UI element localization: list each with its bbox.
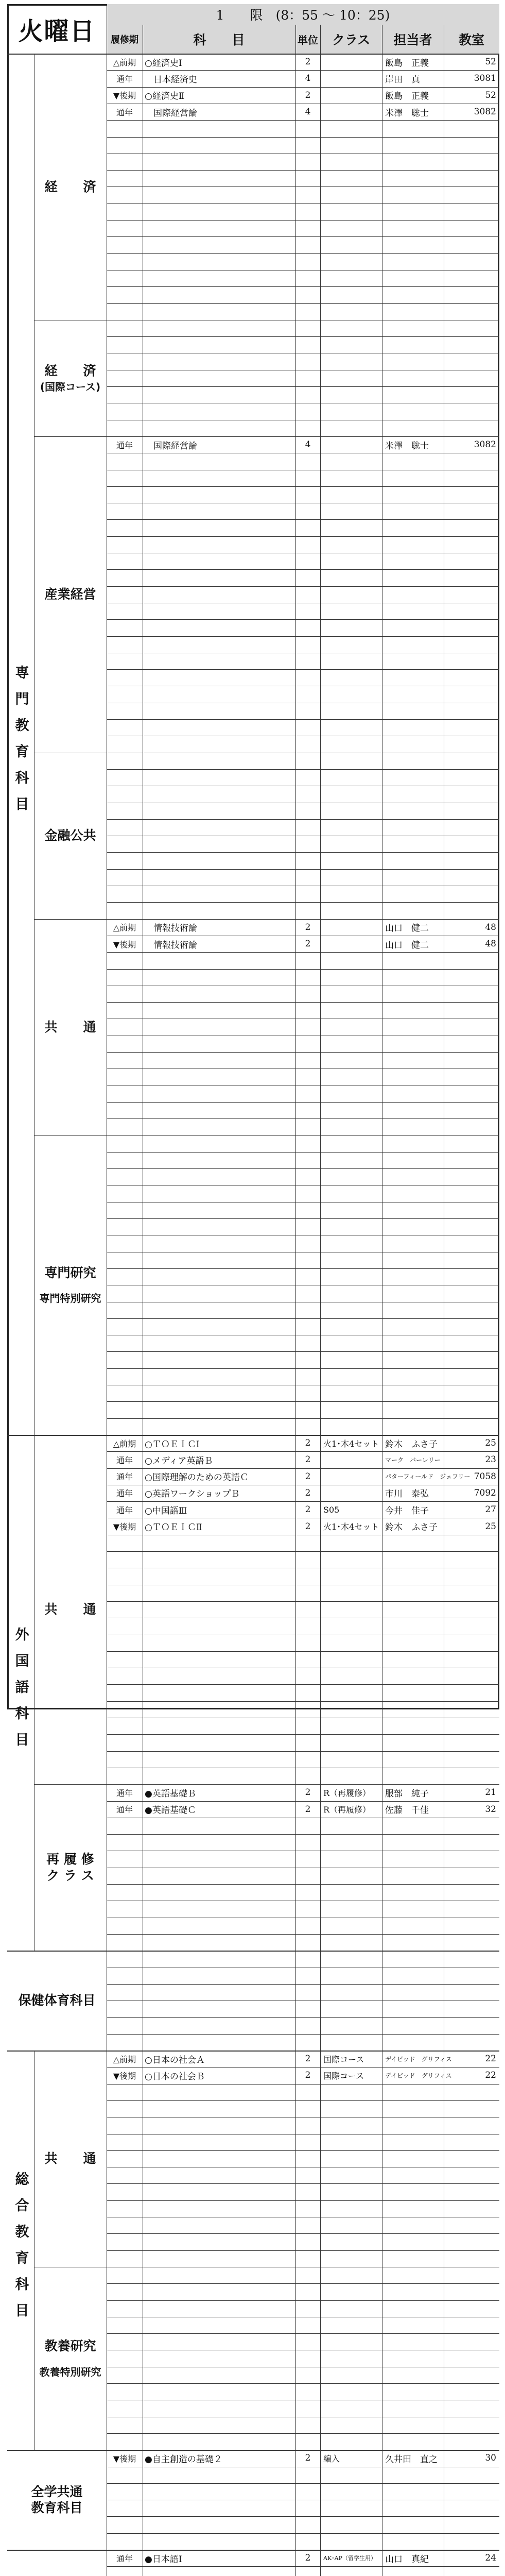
cell-room: 3082 bbox=[474, 107, 496, 117]
cell-unit: 2 bbox=[305, 57, 311, 67]
cell-class: 火1･木4セット bbox=[323, 1522, 379, 1532]
cell-term: △前期 bbox=[113, 2054, 136, 2064]
cell-subject: ●英語基礎Ｂ bbox=[145, 1788, 196, 1799]
cell-term: 通年 bbox=[116, 1788, 133, 1798]
row-divider bbox=[107, 1934, 499, 1935]
col-header-subject: 科 目 bbox=[143, 25, 295, 54]
row-divider bbox=[107, 2433, 499, 2434]
cell-class bbox=[320, 1468, 382, 1485]
row-divider bbox=[107, 1318, 499, 1319]
section-label-text: 専門研究 bbox=[44, 1265, 96, 1281]
row-divider bbox=[107, 286, 499, 287]
row-divider bbox=[107, 1351, 499, 1352]
row-divider bbox=[107, 2017, 499, 2018]
row-divider bbox=[107, 2300, 499, 2301]
row-divider bbox=[107, 236, 499, 237]
cell-class bbox=[320, 104, 382, 120]
cell-subject: 情報技術論 bbox=[145, 940, 197, 951]
cell-instructor: 岸田 真 bbox=[385, 74, 420, 85]
row-divider bbox=[107, 1551, 499, 1552]
section-label-text: 共 通 bbox=[44, 2151, 96, 2166]
row-divider bbox=[107, 2100, 499, 2101]
cell-instructor: マーク バーレリー bbox=[385, 1456, 441, 1464]
cell-class: S05 bbox=[323, 1504, 340, 1515]
cell-class bbox=[320, 1485, 382, 1501]
cell-term: ▼後期 bbox=[113, 2453, 136, 2464]
cell-room: 22 bbox=[485, 2070, 496, 2081]
section-label bbox=[34, 2050, 107, 2267]
cell-subject: 情報技術論 bbox=[145, 923, 197, 934]
col-divider bbox=[320, 1435, 321, 1951]
row-divider bbox=[107, 669, 499, 670]
cell-class: 火1･木4セット bbox=[323, 1438, 379, 1449]
cell-term: 通年 bbox=[116, 1805, 133, 1815]
col-header-unit: 単位 bbox=[295, 25, 320, 54]
row-divider bbox=[107, 902, 499, 903]
cell-class: 国際コース bbox=[323, 2054, 364, 2064]
row-divider bbox=[107, 2233, 499, 2234]
section-label bbox=[34, 54, 107, 320]
col-divider bbox=[295, 54, 296, 1435]
cell-term: ▼後期 bbox=[113, 1522, 136, 1532]
section-label-text: 産業経営 bbox=[44, 587, 96, 602]
section-label-text: 経 済 bbox=[44, 179, 96, 194]
section-label bbox=[34, 436, 107, 753]
cell-subject: 国際経営論 bbox=[145, 440, 197, 451]
cell-subject: ○国際理解のための英語Ｃ bbox=[145, 1472, 249, 1483]
section-label-text: 金融公共 bbox=[44, 828, 96, 843]
cell-unit: 2 bbox=[305, 939, 311, 950]
cell-unit: 2 bbox=[305, 1454, 311, 1465]
cell-instructor: 鈴木 ふさ子 bbox=[385, 1439, 438, 1450]
row-divider bbox=[107, 519, 499, 520]
row-divider bbox=[107, 869, 499, 870]
section-sublabel: (国際コース) bbox=[40, 380, 101, 393]
timetable-sheet bbox=[7, 4, 499, 2565]
row-divider bbox=[107, 120, 499, 121]
cell-term: ▼後期 bbox=[113, 91, 136, 101]
section-label-text: 教養研究 bbox=[44, 2338, 96, 2354]
col-divider bbox=[295, 2550, 296, 2576]
cell-instructor: 飯島 正義 bbox=[385, 91, 429, 102]
cell-room: 32 bbox=[485, 1804, 496, 1815]
cell-subject: ○経済史Ⅱ bbox=[145, 91, 185, 102]
row-divider bbox=[107, 220, 499, 221]
row-divider bbox=[107, 2283, 499, 2284]
cell-class: R（再履修） bbox=[323, 1805, 371, 1815]
cell-subject: ●英語基礎Ｃ bbox=[145, 1805, 196, 1816]
cell-unit: 2 bbox=[305, 90, 311, 100]
row-divider bbox=[107, 386, 499, 387]
cell-room: 48 bbox=[485, 922, 496, 933]
group-label bbox=[7, 2550, 107, 2576]
cell-unit: 2 bbox=[305, 1504, 311, 1515]
section-sublabel: 教養特別研究 bbox=[39, 2365, 101, 2378]
col-divider bbox=[320, 2050, 321, 2450]
col-divider bbox=[320, 2450, 321, 2550]
cell-term: △前期 bbox=[113, 57, 136, 67]
cell-subject: ●日本語Ⅰ bbox=[145, 2554, 182, 2565]
cell-unit: 2 bbox=[305, 2070, 311, 2081]
cell-term: △前期 bbox=[113, 1438, 136, 1449]
row-divider bbox=[107, 852, 499, 853]
row-divider bbox=[107, 1751, 499, 1752]
cell-room: 24 bbox=[485, 2553, 496, 2564]
cell-subject: ○日本の社会Ａ bbox=[145, 2055, 205, 2065]
row-divider bbox=[107, 1401, 499, 1402]
day-title: 火曜日 bbox=[18, 16, 96, 46]
cell-unit: 2 bbox=[305, 1521, 311, 1532]
cell-class bbox=[320, 70, 382, 87]
group-label: 専門教育科目 bbox=[12, 665, 29, 823]
cell-unit: 2 bbox=[305, 922, 311, 933]
row-divider bbox=[107, 619, 499, 620]
cell-room: 52 bbox=[485, 90, 496, 100]
cell-class bbox=[320, 936, 382, 952]
row-divider bbox=[107, 1102, 499, 1103]
cell-instructor: 山口 健二 bbox=[385, 923, 429, 934]
section-label bbox=[34, 1136, 107, 1435]
cell-instructor: 米澤 聡士 bbox=[385, 108, 429, 118]
cell-room: 21 bbox=[485, 1787, 496, 1798]
cell-class bbox=[320, 1451, 382, 1468]
section-label bbox=[34, 1784, 107, 1951]
section-label bbox=[34, 320, 107, 436]
cell-unit: 2 bbox=[305, 2553, 311, 2564]
row-divider bbox=[107, 636, 499, 637]
cell-unit: 2 bbox=[305, 1787, 311, 1798]
row-divider bbox=[107, 569, 499, 570]
row-divider bbox=[107, 969, 499, 970]
row-divider bbox=[107, 1834, 499, 1835]
cell-class bbox=[320, 87, 382, 104]
row-divider bbox=[107, 2200, 499, 2201]
cell-term: △前期 bbox=[113, 923, 136, 933]
row-divider bbox=[107, 2250, 499, 2251]
cell-room: 3081 bbox=[474, 73, 496, 84]
cell-room: 3082 bbox=[474, 439, 496, 450]
cell-room: 27 bbox=[485, 1504, 496, 1515]
col-header-room: 教室 bbox=[444, 25, 499, 54]
cell-room: 25 bbox=[485, 1438, 496, 1449]
row-divider bbox=[107, 170, 499, 171]
section-label bbox=[34, 2267, 107, 2450]
cell-unit: 2 bbox=[305, 1804, 311, 1815]
cell-room: 48 bbox=[485, 939, 496, 950]
row-divider bbox=[107, 769, 499, 770]
cell-subject: ○メディア英語Ｂ bbox=[145, 1455, 213, 1466]
cell-term: 通年 bbox=[116, 74, 133, 84]
cell-room: 22 bbox=[485, 2054, 496, 2064]
cell-term: 通年 bbox=[116, 440, 133, 450]
row-divider bbox=[107, 253, 499, 254]
cell-instructor: 米澤 聡士 bbox=[385, 440, 429, 451]
group-label: 全学共通 教育科目 bbox=[31, 2484, 83, 2516]
cell-instructor: 山口 健二 bbox=[385, 940, 429, 951]
cell-term: 通年 bbox=[116, 2553, 133, 2564]
row-divider bbox=[107, 2533, 499, 2534]
row-divider bbox=[107, 1418, 499, 1419]
cell-subject: ○日本の社会Ｂ bbox=[145, 2071, 205, 2082]
cell-term: ▼後期 bbox=[113, 939, 136, 950]
row-divider bbox=[107, 1218, 499, 1219]
cell-subject: ○経済史Ⅰ bbox=[145, 58, 182, 69]
row-divider bbox=[107, 2183, 499, 2184]
cell-subject: ○英語ワークショップＢ bbox=[145, 1489, 240, 1500]
col-divider bbox=[295, 1435, 296, 1951]
row-divider bbox=[107, 1052, 499, 1053]
section-label-text: 再 履 修 ク ラ ス bbox=[46, 1852, 94, 1883]
row-divider bbox=[107, 2034, 499, 2035]
cell-class: R（再履修） bbox=[323, 1788, 371, 1798]
cell-unit: 2 bbox=[305, 2054, 311, 2064]
row-divider bbox=[107, 819, 499, 820]
row-divider bbox=[107, 1651, 499, 1652]
cell-instructor: 佐藤 千佳 bbox=[385, 1805, 429, 1816]
cell-class: 国際コース bbox=[323, 2071, 364, 2081]
cell-unit: 2 bbox=[305, 1471, 311, 1482]
row-divider bbox=[107, 1168, 499, 1169]
cell-instructor: 飯島 正義 bbox=[385, 58, 429, 69]
cell-room: 7058 bbox=[474, 1471, 496, 1482]
cell-class bbox=[320, 54, 382, 70]
row-divider bbox=[107, 1701, 499, 1702]
cell-instructor: 今井 佳子 bbox=[385, 1505, 429, 1516]
section-sublabel: 専門特別研究 bbox=[39, 1292, 101, 1305]
row-divider bbox=[107, 1002, 499, 1003]
row-divider bbox=[107, 1734, 499, 1735]
col-header-term: 履修期 bbox=[107, 25, 143, 54]
row-divider bbox=[107, 1268, 499, 1269]
row-divider bbox=[107, 2333, 499, 2334]
cell-unit: 2 bbox=[305, 2453, 311, 2464]
cell-room: 30 bbox=[485, 2453, 496, 2464]
cell-unit: 4 bbox=[305, 439, 311, 450]
group-label: 外国語科目 bbox=[12, 1627, 29, 1759]
cell-instructor: 鈴木 ふさ子 bbox=[385, 1522, 438, 1533]
section-label-text: 経 済 bbox=[44, 363, 96, 378]
row-divider bbox=[107, 2566, 499, 2567]
cell-term: 通年 bbox=[116, 1472, 133, 1482]
cell-unit: 4 bbox=[305, 73, 311, 84]
cell-room: 25 bbox=[485, 1521, 496, 1532]
row-divider bbox=[107, 1684, 499, 1685]
row-divider bbox=[107, 2383, 499, 2384]
col-header-instructor: 担当者 bbox=[382, 25, 444, 54]
cell-term: 通年 bbox=[116, 1488, 133, 1499]
section-label bbox=[34, 919, 107, 1136]
cell-class bbox=[320, 436, 382, 453]
row-divider bbox=[107, 336, 499, 337]
col-divider bbox=[320, 25, 321, 54]
row-divider bbox=[107, 1884, 499, 1885]
col-divider bbox=[295, 2450, 296, 2550]
section-label bbox=[34, 753, 107, 919]
row-divider bbox=[107, 486, 499, 487]
cell-subject: ○中国語Ⅲ bbox=[145, 1505, 187, 1516]
cell-subject: ○ＴＯＥＩＣⅡ bbox=[145, 1522, 202, 1533]
col-divider bbox=[320, 1951, 321, 2050]
cell-instructor: デイビッド グリフィス bbox=[385, 2072, 452, 2079]
cell-room: 7092 bbox=[474, 1487, 496, 1498]
row-divider bbox=[107, 1368, 499, 1369]
col-divider bbox=[320, 2550, 321, 2576]
cell-instructor: パターフィールド ジェフリー bbox=[385, 1473, 471, 1481]
cell-instructor: デイビッド グリフィス bbox=[385, 2055, 452, 2063]
row-divider bbox=[107, 303, 499, 304]
row-divider bbox=[107, 2516, 499, 2517]
cell-class bbox=[320, 919, 382, 936]
group-label: 総合教育科目 bbox=[12, 2171, 29, 2329]
row-divider bbox=[107, 1118, 499, 1119]
section-label bbox=[34, 1435, 107, 1784]
cell-subject: ○ＴＯＥＩＣⅠ bbox=[145, 1439, 200, 1450]
row-divider bbox=[107, 952, 499, 953]
row-divider bbox=[107, 586, 499, 587]
cell-instructor: 市川 泰弘 bbox=[385, 1489, 429, 1500]
section-label-text: 共 通 bbox=[44, 1019, 96, 1035]
col-divider bbox=[295, 25, 296, 54]
section-label-text: 共 通 bbox=[44, 1602, 96, 1617]
cell-instructor: 久井田 直之 bbox=[385, 2454, 438, 2465]
row-divider bbox=[107, 2150, 499, 2151]
row-divider bbox=[107, 536, 499, 537]
cell-class: 編入 bbox=[323, 2453, 340, 2464]
period-header: 1 限 (8：55 ～ 10：25) bbox=[107, 4, 499, 25]
cell-unit: 2 bbox=[305, 1487, 311, 1498]
cell-subject: 日本経済史 bbox=[145, 74, 197, 85]
row-divider bbox=[107, 719, 499, 720]
row-divider bbox=[107, 1152, 499, 1153]
cell-instructor: 服部 純子 bbox=[385, 1788, 429, 1799]
cell-unit: 2 bbox=[305, 1438, 311, 1449]
row-divider bbox=[107, 1984, 499, 1985]
col-divider bbox=[320, 54, 321, 1435]
cell-term: 通年 bbox=[116, 107, 133, 117]
cell-term: 通年 bbox=[116, 1505, 133, 1515]
cell-room: 52 bbox=[485, 57, 496, 67]
cell-subject: 国際経営論 bbox=[145, 108, 197, 118]
col-header-class: クラス bbox=[320, 25, 382, 54]
cell-subject: ●自主創造の基礎２ bbox=[145, 2454, 222, 2465]
group-label: 保健体育科目 bbox=[18, 1993, 96, 2008]
col-divider bbox=[295, 2050, 296, 2450]
row-divider bbox=[107, 2483, 499, 2484]
cell-room: 23 bbox=[485, 1454, 496, 1465]
row-divider bbox=[107, 137, 499, 138]
row-divider bbox=[107, 1601, 499, 1602]
cell-term: ▼後期 bbox=[113, 2071, 136, 2081]
cell-term: 通年 bbox=[116, 1455, 133, 1465]
cell-unit: 4 bbox=[305, 107, 311, 117]
cell-class: AK･AP（留学生用） bbox=[323, 2555, 377, 2562]
col-divider bbox=[295, 1951, 296, 2050]
cell-instructor: 山口 真紀 bbox=[385, 2554, 429, 2565]
